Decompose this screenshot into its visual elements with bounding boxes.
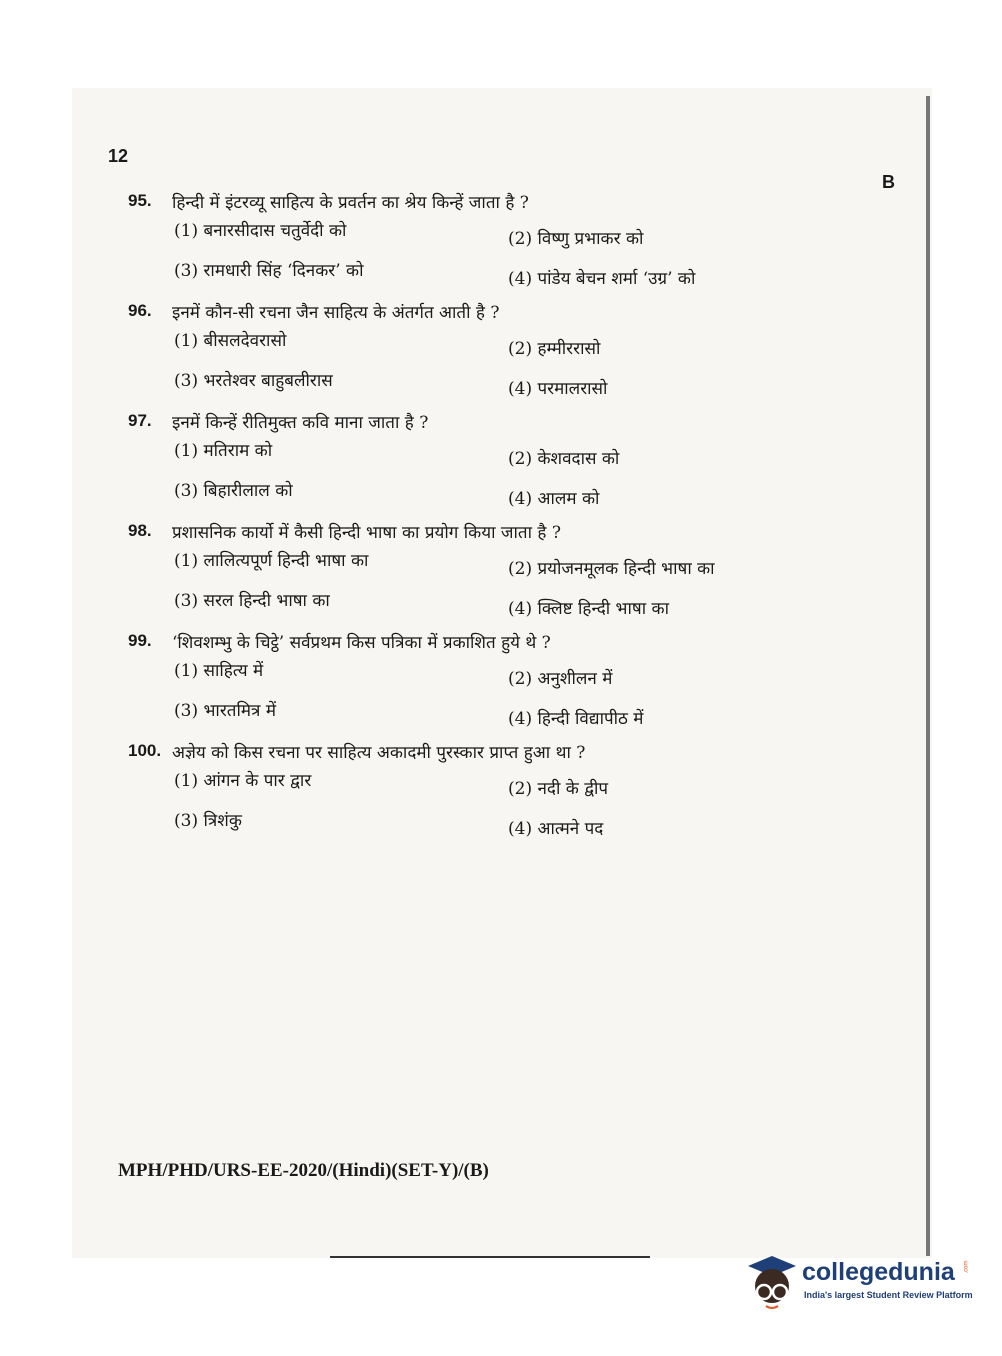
set-letter: B — [882, 172, 895, 192]
option-4: (4) हिन्दी विद्यापीठ में — [508, 709, 644, 729]
option-1: (1) मतिराम को — [174, 441, 273, 461]
question-number: 98. — [128, 521, 152, 540]
question-text: प्रशासनिक कार्यो में कैसी हिन्दी भाषा का प्रयोग किया जाता है ? — [172, 522, 561, 543]
option-3: (3) भारतमित्र में — [174, 701, 277, 721]
logo-domain-suffix: .com — [963, 1260, 970, 1274]
question-98 — [128, 516, 788, 624]
option-4: (4) आलम को — [508, 489, 600, 509]
option-2: (2) हम्मीररासो — [508, 339, 601, 359]
page-number: 12 — [108, 146, 129, 166]
option-2: (2) केशवदास को — [508, 449, 620, 469]
question-96 — [128, 296, 788, 404]
graduate-mascot-icon — [744, 1252, 800, 1312]
question-97 — [128, 406, 788, 514]
question-number: 95. — [128, 191, 152, 210]
question-text: इनमें कौन-सी रचना जैन साहित्य के अंतर्गत आती है ? — [172, 302, 500, 323]
question-99 — [128, 626, 788, 734]
option-1: (1) आंगन के पार द्वार — [174, 771, 312, 791]
logo-tagline: India's largest Student Review Platform — [804, 1290, 973, 1300]
option-1: (1) लालित्यपूर्ण हिन्दी भाषा का — [174, 551, 369, 571]
option-2: (2) नदी के द्वीप — [508, 779, 609, 799]
question-number: 97. — [128, 411, 152, 430]
collegedunia-watermark — [744, 1252, 974, 1312]
option-3: (3) सरल हिन्दी भाषा का — [174, 591, 330, 611]
option-2: (2) विष्णु प्रभाकर को — [508, 229, 644, 249]
option-4: (4) क्लिष्ट हिन्दी भाषा का — [508, 599, 669, 619]
logo-brand-text: collegedunia — [802, 1258, 955, 1286]
option-1: (1) बीसलदेवरासो — [174, 331, 287, 351]
question-text: अज्ञेय को किस रचना पर साहित्य अकादमी पुरस्कार प्राप्त हुआ था ? — [172, 742, 586, 763]
option-3: (3) बिहारीलाल को — [174, 481, 293, 501]
page-edge-shadow — [926, 96, 930, 1256]
option-1: (1) साहित्य में — [174, 661, 264, 681]
question-number: 100. — [128, 741, 162, 760]
option-2: (2) प्रयोजनमूलक हिन्दी भाषा का — [508, 559, 715, 579]
option-3: (3) भरतेश्वर बाहुबलीरास — [174, 371, 333, 391]
option-4: (4) परमालरासो — [508, 379, 608, 399]
exam-code-footer: MPH/PHD/URS-EE-2020/(Hindi)(SET-Y)/(B) — [118, 1160, 489, 1181]
option-4: (4) पांडेय बेचन शर्मा ‘उग्र’ को — [508, 269, 696, 289]
option-4: (4) आत्मने पद — [508, 819, 604, 839]
question-95 — [128, 186, 788, 294]
question-text: इनमें किन्हें रीतिमुक्त कवि माना जाता है ? — [172, 412, 429, 433]
bottom-rule — [330, 1256, 650, 1258]
question-100 — [128, 736, 788, 844]
question-number: 96. — [128, 301, 152, 320]
question-text: हिन्दी में इंटरव्यू साहित्य के प्रवर्तन का श्रेय किन्हें जाता है ? — [172, 192, 529, 213]
option-3: (3) त्रिशंकु — [174, 811, 242, 831]
option-3: (3) रामधारी सिंह ‘दिनकर’ को — [174, 261, 364, 281]
question-number: 99. — [128, 631, 152, 650]
option-1: (1) बनारसीदास चतुर्वेदी को — [174, 221, 347, 241]
option-2: (2) अनुशीलन में — [508, 669, 613, 689]
question-text: ‘शिवशम्भु के चिट्ठे’ सर्वप्रथम किस पत्रिका में प्रकाशित हुये थे ? — [172, 632, 551, 653]
